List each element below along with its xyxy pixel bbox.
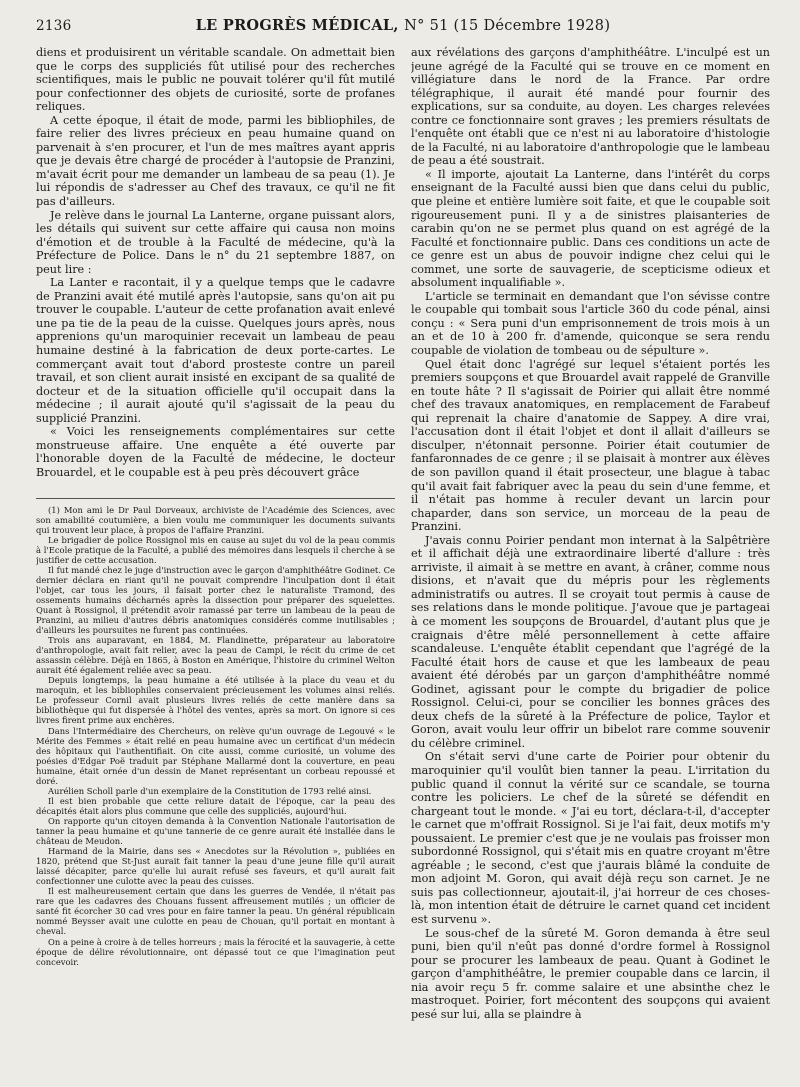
paragraph: Le sous-chef de la sûreté M. Goron demanda à être seul puni, bien qu'il n'eût pas donné d'ordre formel à Rossignol pour se procurer les lambeaux de peau. Quant à Godinet le garçon d'amphithéâtre, le premier coupable dans ce larcin, il nia avoir reçu 5 fr. comme salaire et une absinthe chez le mastroquet. Poirier, fort mécontent des soupçons qui avaient pesé sur lui, alla se plaindre à <box>411 926 770 1021</box>
journal-name: LE PROGRÈS MÉDICAL, <box>195 17 399 34</box>
paragraph: On s'était servi d'une carte de Poirier pour obtenir du maroquinier qu'il voulût bien tanner la peau. L'irritation du public quand il connut la vérité sur ce scandale, se tourna contre les policiers. Le chef de la sûreté se défendit en chargeant tout le monde. « J'ai eu tort, déclara-t-il, d'accepter le carnet que m'offrait Rossignol. Si je l'ai fait, deux motifs m'y poussaient. Le premier c'est que je ne voulais pas froisser mon subordonné Rossignol, qui s'était mis en quatre croyant m'être agréable ; le second, c'est que j'aurais blâmé la conduite de mon adjoint M. Goron, qui avait déjà reçu son carnet. Je ne suis pas collectionneur, ajoutait-il, j'ai horreur de ces choses-là, mon intention était de détruire le carnet quand cet incident est survenu ». <box>411 750 770 926</box>
right-column <box>411 46 770 1083</box>
issue-info: N° 51 (15 Décembre 1928) <box>404 18 611 34</box>
paragraph: diens et produisirent un véritable scandale. On admettait bien que le corps des suppliciés fût utilisé pour des recherches scientifiques, mais le public ne pouvait tolérer qu'il fût mutilé pour confectionner des objets de curiosité, sorte de profanes reliques. <box>36 46 395 114</box>
paragraph: A cette époque, il était de mode, parmi les bibliophiles, de faire relier des livres précieux en peau humaine quand on parvenait à s'en procurer, et l'un de mes maîtres ayant appris que je devais être chargé de procéder à l'autopsie de Pranzini, m'avait écrit pour me demander un lambeau de sa peau (1). Je lui répondis de s'adresser au Chef des travaux, ce qu'il ne fit pas d'ailleurs. <box>36 113 395 209</box>
footnote: (1) Mon ami le Dr Paul Dorveaux, archiviste de l'Académie des Sciences, avec son amabilité coutumière, a bien voulu me communiquer les documents suivants qui trouvent leur place, à propos de l'affaire Pranzini. <box>36 504 395 535</box>
paragraph: La Lanter e racontait, il y a quelque temps que le cadavre de Pranzini avait été mutilé après l'autopsie, sans qu'on ait pu trouver le coupable. L'auteur de cette profanation avait enlevé une pa tie de la peau de la cuisse. Quelques jours après, nous apprenions qu'un maroquinier recevait un lambeau de peau humaine destiné à la fabrication de deux porte-cartes. Le commerçant avait tout d'abord prosteste contre un pareil travail, et son client aurait insisté en excipant de sa qualité de docteur et de la situation officielle qu'il occupait dans la médecine ; il aurait ajouté qu'il s'agissait de la peau du supplicié Pranzini. <box>36 276 395 425</box>
footnote: On a peine à croire à de telles horreurs ; mais la férocité et la sauvagerie, à cette époque de délire révolutionnaire, ont dépassé tout ce que l'imagination peut concevoir. <box>36 936 395 967</box>
page-header <box>36 16 770 38</box>
footnote: Il fut mandé chez le juge d'instruction avec le garçon d'amphithéâtre Godinet. Ce dernier déclara en riant qu'il ne pouvait comprendre l'inculpation dont il était l'objet, car tous les jours, il faisait porter chez le naturaliste Tramond, des ossements humains décharnés après la dissection pour préparer des squelettes. Quant à Rossignol, il prétendit avoir ramassé par terre un lambeau de la peau de Pranzini, au milieu d'autres débris anatomiques considérés comme inutilisables ; d'ailleurs les poursuites ne furent pas continuées. <box>36 564 395 636</box>
footnotes <box>36 498 395 967</box>
page-number: 2136 <box>36 18 72 34</box>
paragraph: « Il importe, ajoutait La Lanterne, dans l'intérêt du corps enseignant de la Faculté aussi bien que dans celui du public, que pleine et entière lumière soit faite, et que le coupable soit rigoureusement puni. Il y a de sinistres plaisanteries de carabin qu'on ne se permet plus quand on est agrégé de la Faculté et fonctionnaire public. Dans ces conditions un acte de ce genre est un abus de pouvoir indigne chez celui qui le commet, une sorte de sauvagerie, de scepticisme odieux et absolument inqualifiable ». <box>411 167 770 290</box>
running-title <box>36 17 770 34</box>
footnote: Aurélien Scholl parle d'un exemplaire de la Constitution de 1793 relié ainsi. <box>48 785 372 796</box>
footnote: Il est bien probable que cette reliure datait de l'époque, car la peau des décapités était alors plus commune que celle des suppliciés, aujourd'hui. <box>36 795 395 816</box>
text-columns <box>36 46 770 1083</box>
paragraph: Je relève dans le journal La Lanterne, organe puissant alors, les détails qui suivent sur cette affaire qui causa non moins d'émotion et de trouble à la Faculté de médecine, qu'à la Préfecture de Police. Dans le n° du 21 septembre 1887, on peut lire : <box>36 208 395 276</box>
paragraph: L'article se terminait en demandant que l'on sévisse contre le coupable qui tombait sous l'article 360 du code pénal, ainsi conçu : « Sera puni d'un emprisonnement de trois mois à un an et de 10 à 200 fr. d'amende, quiconque se sera rendu coupable de violation de tombeau ou de sépulture ». <box>411 289 770 358</box>
paragraph: Quel était donc l'agrégé sur lequel s'étaient portés les premiers soupçons et que Brouardel avait rappelé de Granville en toute hâte ? Il s'agissait de Poirier qui allait être nommé chef des travaux anatomiques, en remplacement de Farabeuf qui reprenait la chaire d'anatomie de Sappey. A dire vrai, l'accusation dont il était l'objet et dont il allait d'ailleurs se disculper, n'étonnait personne. Poirier était coutumier de fanfaronnades de ce genre ; il se plaisait à montrer aux élèves de son pavillon quand il était prosecteur, une blague à tabac qu'il avait fait fabriquer avec la peau du sein d'une femme, et il n'était pas homme à reculer devant un larcin pour chaparder, dans son service, un morceau de la peau de Pranzini. <box>411 357 770 534</box>
footnote: Depuis longtemps, la peau humaine a été utilisée à la place du veau et du maroquin, et les bibliophiles conservaient précieusement les volumes ainsi reliés. Le professeur Cornil avait plusieurs livres reliés de cette manière dans sa bibliothèque qui fut dispersée à l'hôtel des ventes, après sa mort. On ignore si ces livres firent prime aux enchères. <box>36 675 395 726</box>
footnote: On rapporte qu'un citoyen demanda à la Convention Nationale l'autorisation de tanner la peau humaine et qu'une tannerie de ce genre aurait été installée dans le château de Meudon. <box>36 815 395 847</box>
paragraph: « Voici les renseignements complémentaires sur cette monstrueuse affaire. Une enquête a été ouverte par l'honorable doyen de la Faculté de médecine, le docteur Brouardel, et le coupable est à peu près découvert grâce <box>36 425 395 479</box>
left-column <box>36 46 395 1083</box>
paragraph: aux révélations des garçons d'amphithéâtre. L'inculpé est un jeune agrégé de la Faculté qui se trouve en ce moment en villégiature dans le nord de la France. Par ordre télégraphique, il aurait été mandé pour fournir des explications, sur sa conduite, au doyen. Les charges relevées contre ce fonctionnaire sont graves ; les premiers résultats de l'enquête ont établi que ce n'est ni au laboratoire d'histologie de la Faculté, ni au laboratoire d'anthropologie que le lambeau de peau a été soustrait. <box>411 46 770 168</box>
footnote: Harmand de la Mairie, dans ses « Anecdotes sur la Révolution », publiées en 1820, prétend que St-Just aurait fait tanner la peau d'une jeune fille qu'il aurait laissé décapiter, parce qu'elle lui aurait refusé ses faveurs, et qu'il aurait fait confectionner une culotte avec la peau des cuisses. <box>36 846 395 887</box>
footnote: Le brigadier de police Rossignol mis en cause au sujet du vol de la peau commis à l'Ecole pratique de la Faculté, a publié des mémoires dans lesquels il cherche à se justifier de cette accusation. <box>36 534 395 565</box>
footnote: Trois ans auparavant, en 1884, M. Flandinette, préparateur au laboratoire d'anthropologie, avait fait relier, avec la peau de Campi, le récit du crime de cet assassin célèbre. Déjà en 1865, à Boston en Amérique, l'histoire du criminel Welton aurait été également reliée avec sa peau. <box>36 635 395 676</box>
footnote: Dans l'Intermédiaire des Chercheurs, on relève qu'un ouvrage de Legouvé « le Mérite des Femmes » était relié en peau humaine avec un certificat d'un médecin des hôpitaux qui l'authentifiait. On cite aussi, comme curiosité, un volume des poésies d'Edgar Poë traduit par Stéphane Mallarmé dont la couverture, en peau humaine, était ornée d'un dessin de Manet représentant un corbeau repoussé et doré. <box>36 725 395 786</box>
paragraph: J'avais connu Poirier pendant mon internat à la Salpêtrière et il affichait déjà une extraordinaire liberté d'allure : très arriviste, il aimait à se mettre en avant, à crâner, comme nous disions, et n'avait que du mépris pour les règlements administratifs ou autres. Il se croyait tout permis à cause de ses relations dans le monde politique. J'avoue que je partageai à ce moment les soupçons de Brouardel, d'autant plus que je craignais d'être mêlé personnellement à cette affaire scandaleuse. L'enquête établit cependant que l'agrégé de la Faculté était hors de cause et que les lambeaux de peau avaient été dérobés par un garçon d'amphithéâtre nommé Godinet, agissant pour le compte du brigadier de police Rossignol. Celui-ci, pour se concilier les bonnes grâces des deux chefs de la sûreté à la Préfecture de police, Taylor et Goron, avait voulu leur offrir un bibelot rare comme souvenir du célèbre criminel. <box>411 533 770 750</box>
footnote: Il est malheureusement certain que dans les guerres de Vendée, il n'était pas rare que les cadavres des Chouans fussent affreusement mutilés ; un officier de santé fit écorcher 30 cad vres pour en faire tanner la peau. Un général républicain nommé Beysser avait une culotte en peau de Chouan, qu'il portait en montant à cheval. <box>36 886 395 937</box>
